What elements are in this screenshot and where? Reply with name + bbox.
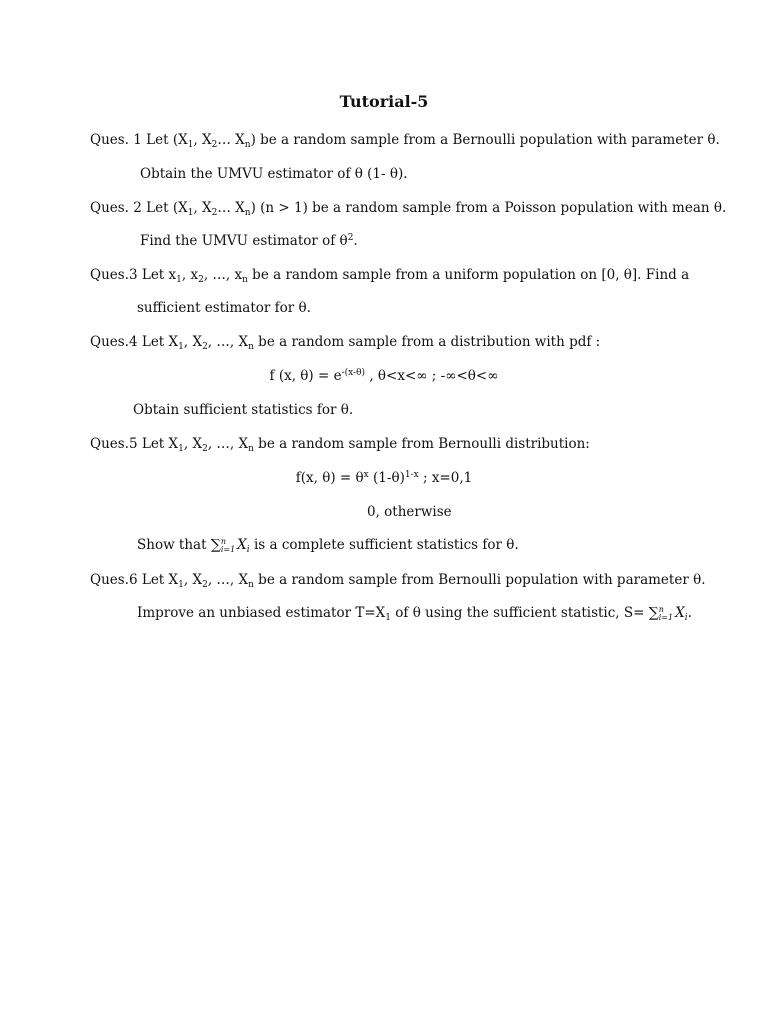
question-4-formula: f (x, $\theta) = e^{-(x-\theta)}$ , θ<x<∞ ; -∞<θ<∞: [269, 368, 499, 384]
question-5-formula: f(x, $\theta) = \theta^x$ $(1-\theta)^{1-x}$ ; x=0,1: [295, 470, 473, 486]
question-6-line-1: Ques.6 Let $X_1$, $X_2$, …, $X_n$ be a random sample from Bernoulli population with parameter θ.: [90, 572, 706, 590]
summation-symbol: ∑: [210, 537, 221, 553]
summation-limits: n i=1: [658, 604, 674, 622]
question-3-line-2: sufficient estimator for θ.: [137, 300, 311, 316]
question-2-line-2: Find the UMVU estimator of $\theta^2$.: [140, 233, 358, 249]
question-6-improve-line: Improve an unbiased estimator $T=X_1$ of θ using the sufficient statistic, S= ∑ n i=1 $X_i$.: [137, 604, 692, 623]
summation-limits: n i=1: [220, 536, 236, 554]
question-2-line-1: Ques. 2 Let ($X_1$, $X_2\dots$ $X_n$) (n > 1) be a random sample from a Poisson population with mean θ.: [90, 200, 727, 218]
question-5-otherwise: 0, otherwise: [367, 504, 452, 520]
question-5-show-line: Show that ∑ n i=1 $X_i$ is a complete sufficient statistics for θ.: [137, 536, 519, 555]
question-4-line-3: Obtain sufficient statistics for θ.: [133, 402, 354, 418]
summation-symbol: ∑: [648, 605, 659, 621]
question-3-line-1: Ques.3 Let $x_1$, $x_2$, …, $x_n$ be a random sample from a uniform population on [0, θ]. Find a: [90, 267, 690, 285]
question-1-line-1: Ques. 1 Let ($X_1$, $X_2\dots$ $X_n$) be a random sample from a Bernoulli population with parameter θ.: [90, 132, 720, 150]
question-5-line-1: Ques.5 Let $X_1$, $X_2$, …, $X_n$ be a random sample from Bernoulli distribution:: [90, 436, 590, 454]
question-4-line-1: Ques.4 Let $X_1$, $X_2$, …, $X_n$ be a random sample from a distribution with pdf :: [90, 334, 601, 352]
page-title: Tutorial-5: [339, 92, 429, 111]
question-1-line-2: Obtain the UMVU estimator of θ (1- θ).: [140, 166, 408, 182]
